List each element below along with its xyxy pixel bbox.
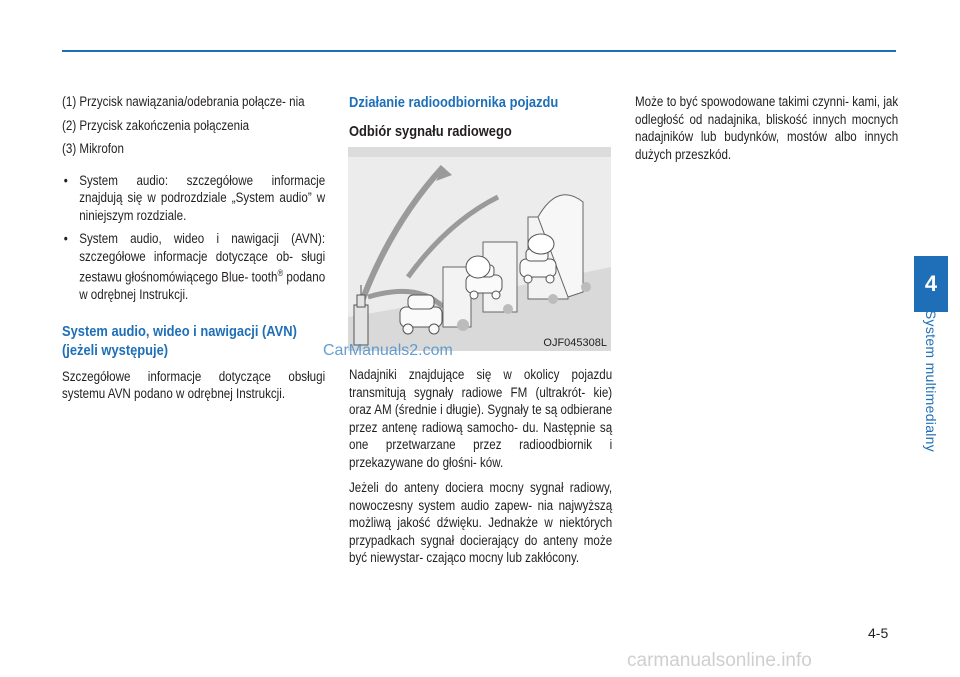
column-1 (62, 93, 325, 403)
bullet-text: System audio, wideo i nawigacji (AVN): szczegółowe informacje dotyczące ob- sługi zestawu głośnomówiącego Blue- tooth (79, 231, 326, 285)
subheading-reception: Odbiór sygnału radiowego (349, 123, 512, 140)
registered-mark: ® (277, 268, 284, 278)
bullet-item-avn (62, 230, 325, 304)
interference-paragraph: Może to być spowodowane takimi czynni- kami, jak odległość od nadajnika, bliskość innych mocnych nadajników lub budynków, mostów albo innych dużych przeszkód. (635, 94, 899, 162)
footer-watermark: carmanualsonline.info (627, 650, 812, 671)
chapter-label: System multimedialny (923, 309, 939, 453)
avn-paragraph: Szczegółowe informacje dotyczące obsługi systemu AVN podano w odrębnej Instrukcji. (62, 368, 326, 401)
radio-reception-figure (348, 147, 611, 351)
radio-reception-illustration (348, 147, 611, 351)
chapter-number: 4 (924, 271, 938, 296)
section-heading-radio: Działanie radioodbiornika pojazdu (349, 94, 559, 111)
bullet-dot: • (63, 172, 68, 188)
figure-watermark: CarManuals2.com (323, 342, 453, 359)
radio-paragraph-2: Jeżeli do anteny dociera mocny sygnał radiowy, nowoczesny system audio zapew- nia najwyższą możliwą jakość dźwięku. Jednakże w niektórych przypadkach sygnał docierający do anteny może być niewystar- czająco mocny lub zakłócony. (349, 480, 613, 565)
bullet-text-end: podano w odrębnej Instrukcji. (79, 269, 326, 302)
column-2 (349, 93, 612, 141)
numbered-item-3: (3) Mikrofon (62, 141, 124, 156)
top-rule (62, 50, 896, 52)
avn-heading-line2: (jeżeli występuje) (62, 341, 169, 359)
radio-paragraph-1: Nadajniki znajdujące się w okolicy pojazdu transmitują sygnały radiowe FM (ultrakrót- kie) oraz AM (średnie i długie). Sygnały te są odbierane przez antenę radiową samocho- du. Następnie są one przetwarzane przez radioodbiornik i przekazywane do głośni- ków. (349, 367, 613, 470)
chapter-tab (914, 256, 948, 312)
avn-heading-line1: System audio, wideo i nawigacji (AVN) (62, 322, 297, 340)
column-2-body (349, 366, 612, 567)
bullet-dot: • (63, 231, 68, 246)
numbered-item-1: (1) Przycisk nawiązania/odebrania połącze- nia (62, 94, 305, 109)
figure-code: OJF045308L (543, 337, 607, 349)
numbered-item-2: (2) Przycisk zakończenia połączenia (62, 117, 250, 133)
page-number: 4-5 (868, 625, 889, 641)
bullet-text: System audio: szczegółowe informacje znajdują się w podrozdziale „System audio” w niniejszym rozdziale. (79, 172, 326, 223)
bullet-item-system-audio (62, 172, 325, 225)
column-3 (635, 93, 898, 163)
